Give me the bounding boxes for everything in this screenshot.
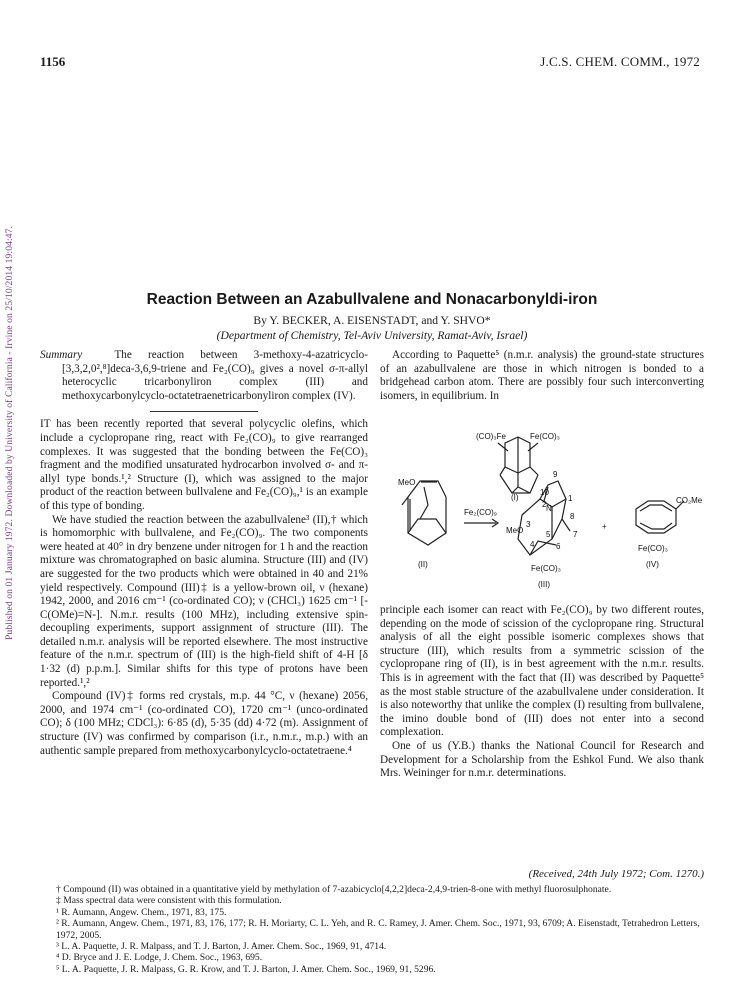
label-I: (I) [511,493,519,502]
section-divider [150,411,258,412]
reference-3: ³ L. A. Paquette, J. R. Malpass, and T. J. Barton, J. Amer. Chem. Soc., 1969, 91, 4714. [56,941,387,953]
right-column-bottom [380,604,704,781]
fe-co3-III-label: Fe(CO)₃ [531,564,561,573]
page-number: 1156 [40,54,66,69]
right-column-top [380,349,704,403]
reference-4: ⁴ D. Bryce and J. E. Lodge, J. Chem. Soc., 1963, 695. [56,952,263,964]
reaction-scheme [380,415,710,601]
atom-number-2: 2 [542,500,547,509]
acknowledgement-paragraph: One of us (Y.B.) thanks the National Council for Research and Development for a Scholarship from the Eshkol Fund. We also thank Mrs. Weininger for n.m.r. determinations. [380,739,704,780]
body-paragraph-1: IT has been recently reported that several polycyclic olefins, which include a cyclopropane ring, react with Fe₂(CO)₉ to give rearranged complexes. It was suggested that the bonding between the Fe(CO)₃ fragment and the modified unsaturated hydrocarbon involved σ- and π-allyl type bonds.¹,² Structure (I), which was assigned to the major product of the reaction between bullvalene and Fe₂(CO)₉,¹ is an example of this type of bonding. [40,418,368,512]
reagent-label: Fe₂(CO)₉ [464,508,497,517]
label-II: (II) [418,560,428,569]
summary-label: Summary [40,349,83,361]
atom-number-8: 8 [570,512,575,521]
meo-III-label: MeO [506,526,524,535]
atom-number-7: 7 [573,530,578,539]
body-paragraph-2: We have studied the reaction between the azabullvalene³ (II),† which is homomorphic with bullvalene, and Fe₂(CO)₉. The two components were heated at 40° in dry benzene under nitrogen for 1 h and the reaction mixture was chromatographed on basic alumina. Structure (III) and (IV) are suggested for the two products which were obtained in 40 and 21% yield respectively. Compound (III)‡ is a yellow-brown oil, ν (hexane) 1942, 2000, and 2016 cm⁻¹ (co-ordinated CO); ν (CHCl₃) 1625 cm⁻¹ [-C(OMe)=N-]. N.m.r. results (100 MHz), including extensive spin-decoupling experiments, support assignment of structure (III). The detailed n.m.r. analysis will be reported elsewhere. The most instructive feature of the n.m.r. spectrum of (III) is the high-field shift of 4-H [δ 1·32 (d) p.p.m.]. Similar shifts for this type of protons have been reported.¹,² [40,513,368,689]
atom-number-9: 9 [553,470,558,479]
n-atom-label: N [546,504,552,513]
download-stamp-text: Published on 01 January 1972. Downloaded by University of California - Irvine on 25/10/2014 19:04:47. [4,225,15,640]
atom-number-3: 3 [526,520,531,529]
atom-number-4: 4 [530,540,535,549]
reference-2: ² R. Aumann, Angew. Chem., 1971, 83, 176, 177; R. H. Moriarty, C. L. Yeh, and R. C. Ramey, J. Amer. Chem. Soc., 1971, 93, 6709; A. Eisenstadt, Tetrahedron Letters, 1972, 2005. [56,918,700,941]
plus-sign: + [602,522,607,531]
body-paragraph-right-2: principle each isomer can react with Fe₂(CO)₉ by two different routes, depending on the mode of scission of the cyclopropane ring. Structural analysis of all the eight possible isomeric complexes shows that structure (III), which results from a symmetric scission of the cyclopropane ring of (II), is in best agreement with the n.m.r. results. This is in agreement with the fact that (II) was described by Paquette⁵ as the most stable structure of the azabullvalene under consideration. It is also noteworthy that unlike the complex (I) resulting from bullvalene, the imino double bond of (III) does not enter into a second complexation. [380,604,704,739]
fe-co3-right-label: Fe(CO)₃ [530,432,560,441]
left-column [40,349,368,758]
summary-text: The reaction between 3-methoxy-4-azatricyclo-[3,3,2,0²,⁸]deca-3,6,9-triene and Fe₂(CO)₉ gives a novel σ-π-allyl heterocyclic tricarbonyliron complex (III) and methoxycarbonylcyclo-octatetraenetricarbonyliron complex (IV). [62,349,368,402]
article-title: Reaction Between an Azabullvalene and Nonacarbonyldi-iron [146,291,598,308]
body-paragraph-3: Compound (IV)‡ forms red crystals, m.p. 44 °C, ν (hexane) 2056, 2000, and 1974 cm⁻¹ (co-ordinated CO), 1720 cm⁻¹ (unco-ordinated CO); δ (100 MHz; CDCl₃): 6·85 (d), 5·35 (dd) 4·72 (m). Assignment of structure (IV) was confirmed by comparison (i.r., n.m.r., m.p.) with an authentic sample prepared from methoxycarbonylcyclo-octatetraene.⁴ [40,690,368,757]
author-affiliation: (Department of Chemistry, Tel-Aviv University, Ramat-Aviv, Israel) [216,329,528,342]
reference-1: ¹ R. Aumann, Angew. Chem., 1971, 83, 175. [56,906,227,918]
summary-paragraph [40,349,368,403]
atom-number-10: 10 [540,488,549,497]
fe-co3-IV-label: Fe(CO)₃ [638,544,668,553]
download-stamp [4,160,18,640]
article-authors: By Y. BECKER, A. EISENSTADT, and Y. SHVO* [253,314,491,327]
label-III: (III) [538,580,550,589]
label-IV: (IV) [646,560,659,569]
received-date: (Received, 24th July 1972; Com. 1270.) [528,868,704,880]
structure-IV [636,501,684,533]
footnote-dagger: † Compound (II) was obtained in a quantitative yield by methylation of 7-azabicyclo[4,2,2]deca-2,4,9-trien-8-one with methyl fluorosulphonate. [56,884,612,895]
meo-II-label: MeO [398,478,416,487]
co2me-label: CO₂Me [676,496,703,505]
journal-running-head: J.C.S. CHEM. COMM., 1972 [540,54,700,69]
structure-I [498,437,538,493]
structure-II [402,481,446,545]
footnotes [40,884,704,975]
body-paragraph-right-1: According to Paquette⁵ (n.m.r. analysis) the ground-state structures of an azabullvalene are those in which nitrogen is bonded to a bridgehead carbon atom. There are possibly four such interconverting isomers, in equilibrium. In [380,349,704,402]
atom-number-5: 5 [546,530,551,539]
atom-number-1: 1 [568,494,573,503]
atom-number-6: 6 [556,542,561,551]
footnote-double-dagger: ‡ Mass spectral data were consistent with this formulation. [56,895,282,907]
reference-5: ⁵ L. A. Paquette, J. R. Malpass, G. R. Krow, and T. J. Barton, J. Amer. Chem. Soc., 1969, 91, 5296. [56,963,436,975]
fe-co3-left-label: (CO)₃Fe [476,432,506,441]
